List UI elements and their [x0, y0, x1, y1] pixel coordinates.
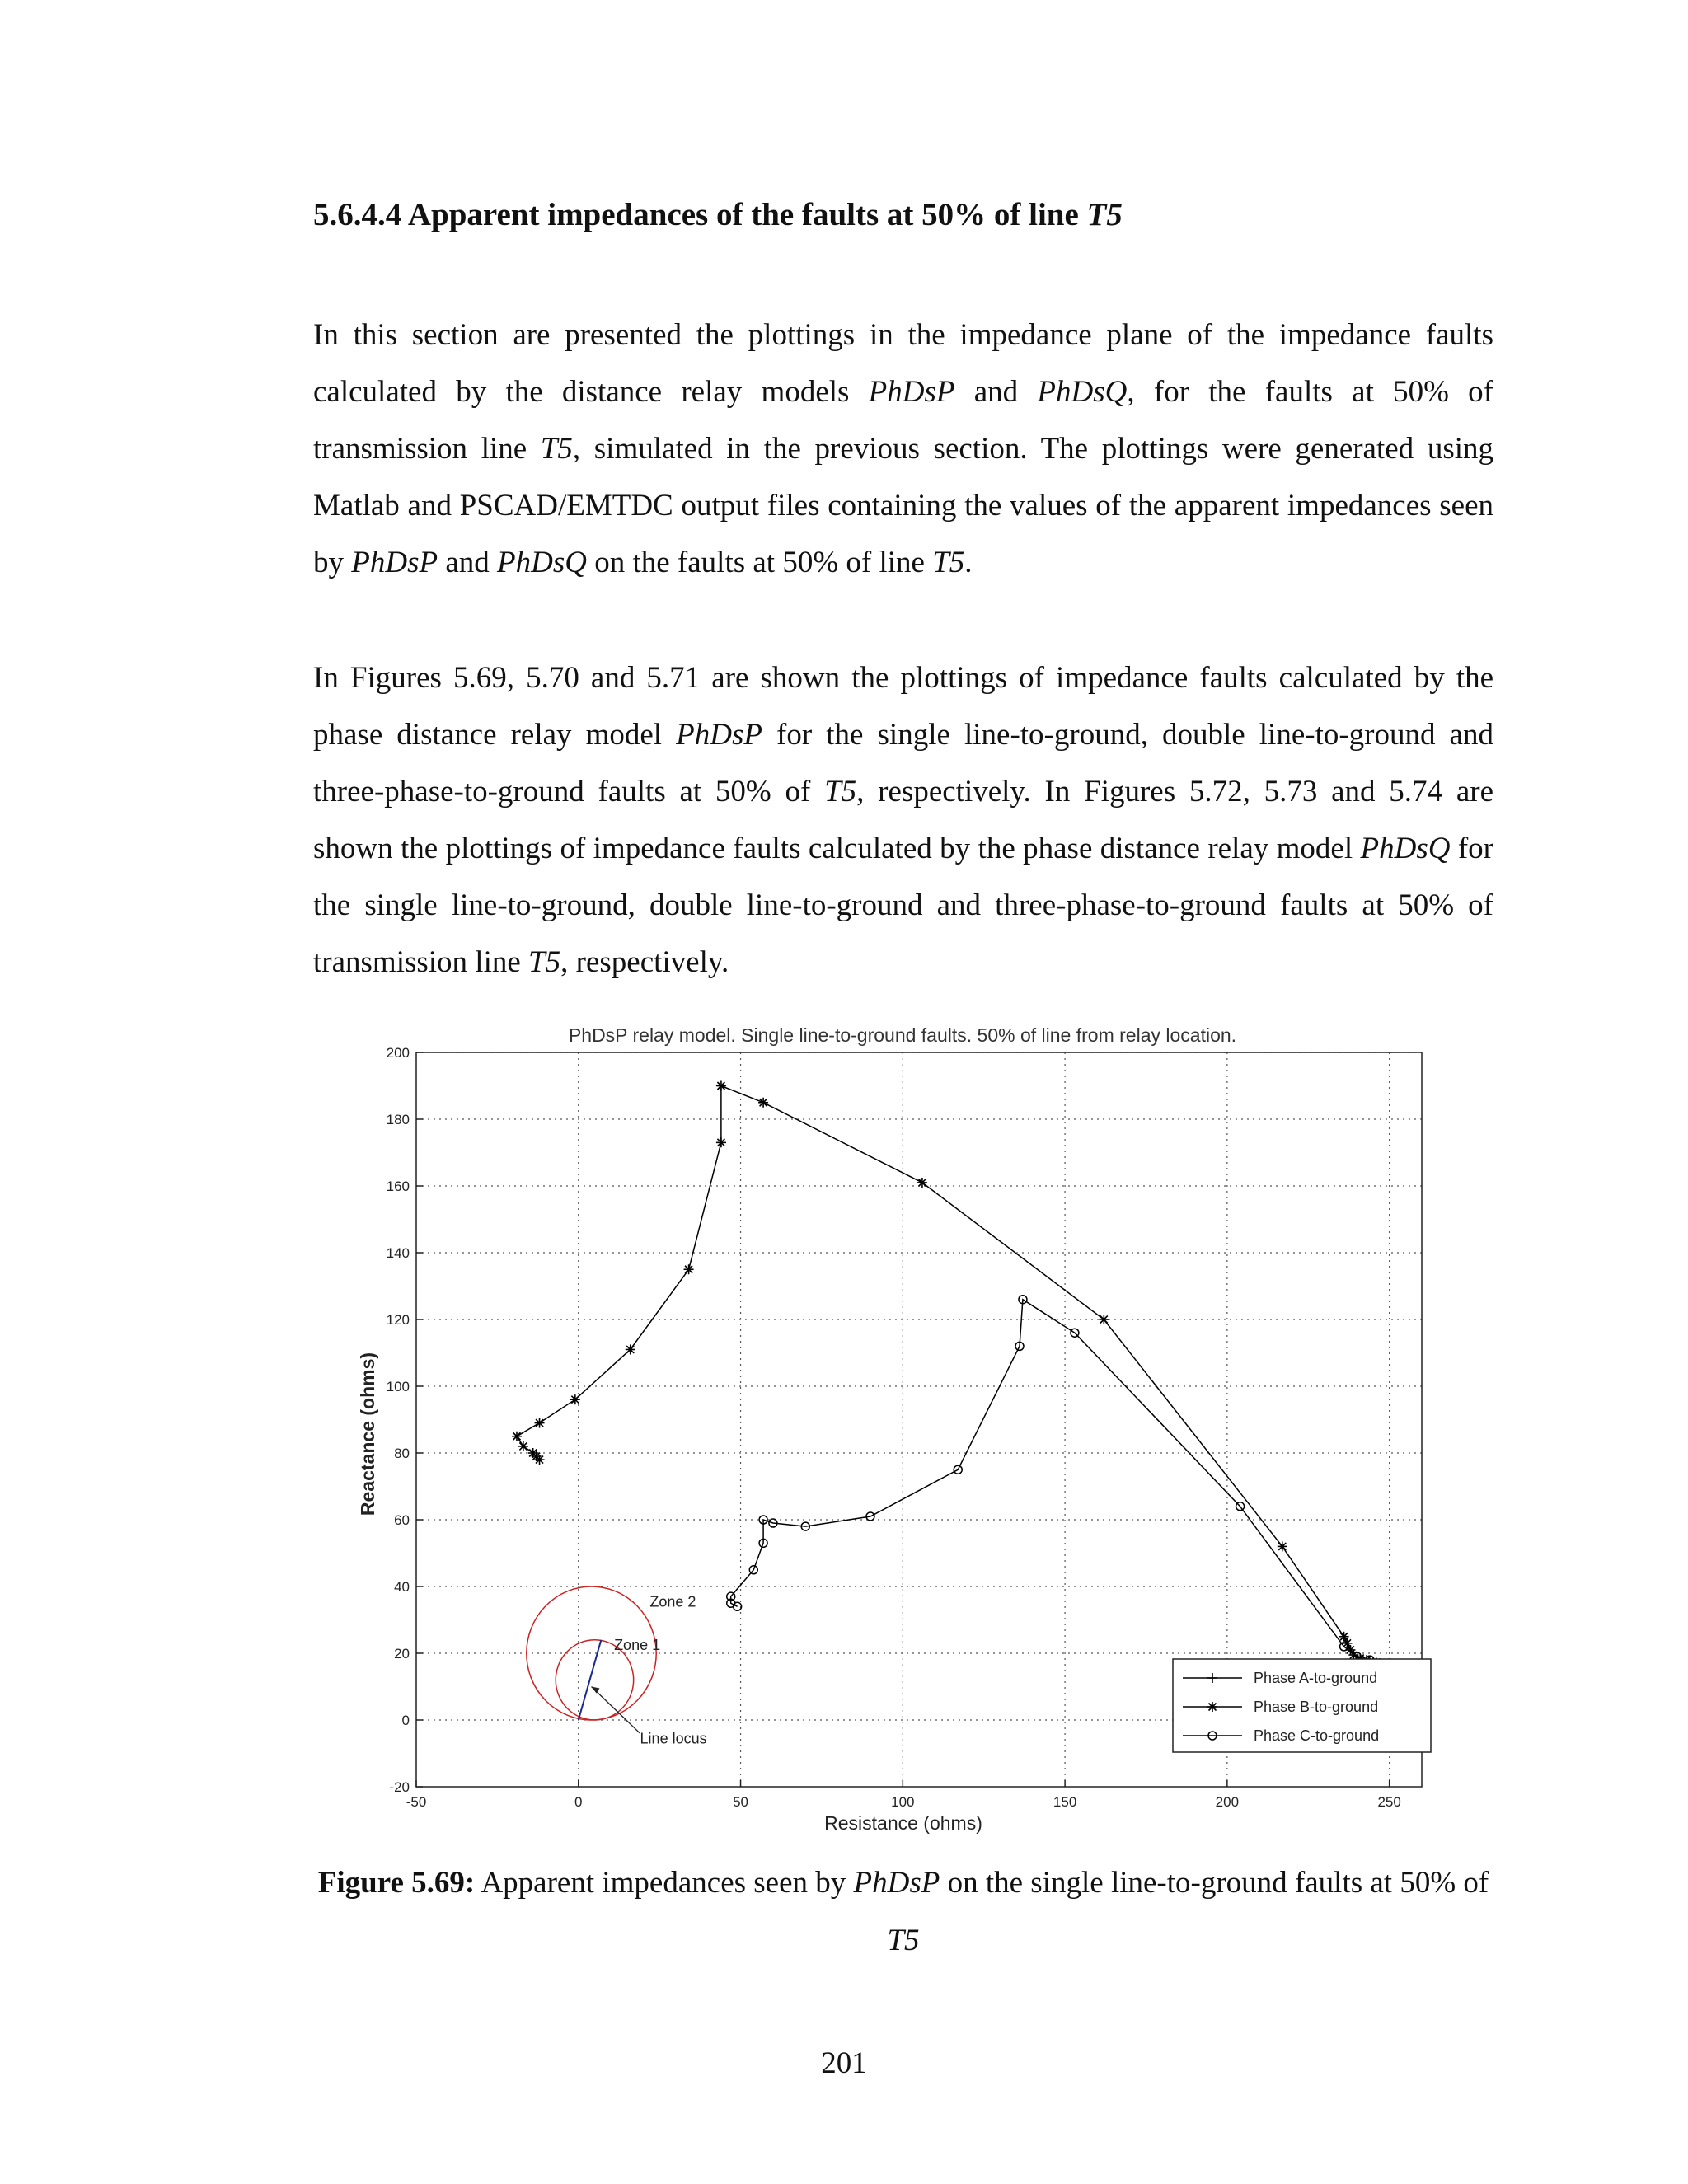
figure-5-69	[346, 1022, 1451, 1846]
legend-label: Phase C-to-ground	[1254, 1727, 1380, 1744]
paragraph2-run: T5	[824, 775, 857, 808]
caption-italic-2: T5	[887, 1924, 920, 1957]
paragraph1-run: T5	[932, 546, 965, 579]
series-line	[517, 1086, 1390, 1667]
paragraph2-run: for the single line-to-ground, double line-to-ground and three-phase-to-ground faults at 50% of	[313, 718, 1493, 808]
line-locus	[579, 1640, 602, 1720]
section-heading-text: 5.6.4.4 Apparent impedances of the faults at 50% of line	[313, 197, 1087, 232]
paragraph1-run: PhDsQ	[1037, 375, 1128, 409]
x-tick-label: -50	[406, 1794, 427, 1810]
paragraph1-run: and	[954, 375, 1038, 409]
caption-text-middle: on the single line-to-ground faults at 50% of	[940, 1866, 1489, 1900]
paragraph1-run: and	[438, 546, 498, 579]
legend-label: Phase B-to-ground	[1254, 1699, 1379, 1715]
section-heading	[313, 196, 1123, 233]
data-point-star	[528, 1448, 538, 1458]
legend-label: Phase A-to-ground	[1254, 1670, 1378, 1686]
paragraph1-run: PhDsQ	[497, 546, 587, 579]
data-point-star	[535, 1418, 545, 1428]
data-point-star	[1278, 1541, 1287, 1551]
annotation-label: Zone 1	[614, 1636, 661, 1653]
paragraph1-run: .	[964, 546, 973, 579]
data-point-star	[626, 1344, 635, 1354]
series-line	[731, 1300, 1390, 1667]
chart-legend	[1173, 1659, 1431, 1752]
paragraph1-run: In this section are presented the plottings in the impedance plane of the impedance faults calculated by the distance relay models	[313, 318, 1493, 409]
y-tick-label: 140	[386, 1245, 410, 1261]
paragraph-figures	[313, 649, 1493, 991]
y-axis-label: Reactance (ohms)	[357, 1352, 378, 1516]
x-tick-label: 200	[1215, 1794, 1240, 1810]
y-tick-label: 120	[386, 1312, 410, 1328]
chart-annotations	[592, 1593, 707, 1746]
caption-label: Figure 5.69:	[317, 1866, 476, 1900]
data-point-star	[758, 1098, 768, 1108]
x-tick-label: 50	[733, 1794, 749, 1810]
x-tick-label: 150	[1053, 1794, 1077, 1810]
data-point-star	[716, 1081, 726, 1091]
figure-caption	[313, 1854, 1493, 1970]
series-circle	[727, 1296, 1394, 1671]
paragraph-intro	[313, 307, 1493, 591]
data-point-star	[518, 1441, 528, 1451]
data-point-star	[570, 1394, 580, 1404]
chart-series	[512, 1081, 1395, 1672]
x-tick-label: 250	[1377, 1794, 1401, 1810]
x-tick-label: 100	[891, 1794, 915, 1810]
data-point-star	[1099, 1315, 1109, 1324]
data-point-star	[917, 1178, 927, 1188]
annotation-label: Line locus	[640, 1730, 707, 1747]
y-tick-label: 180	[386, 1112, 410, 1127]
annotation-arrow	[592, 1687, 640, 1734]
x-tick-label: 0	[574, 1794, 583, 1810]
y-tick-label: 60	[394, 1512, 410, 1528]
y-tick-label: 100	[386, 1379, 410, 1394]
paragraph2-run: for the single line-to-ground, double line-to-ground and three-phase-to-ground faults at 50% of transmission line	[313, 832, 1493, 979]
y-tick-label: 40	[394, 1579, 410, 1595]
paragraph1-run: PhDsP	[868, 375, 955, 409]
paragraph2-run: T5	[528, 945, 561, 979]
caption-text-before: Apparent impedances seen by	[475, 1866, 854, 1900]
paragraph1-run: PhDsP	[351, 546, 438, 579]
x-axis-label: Resistance (ohms)	[824, 1812, 982, 1834]
paragraph2-run: PhDsQ	[1360, 832, 1451, 865]
chart-title: PhDsP relay model. Single line-to-ground faults. 50% of line from relay location.	[568, 1024, 1237, 1046]
annotation-label: Zone 2	[649, 1593, 696, 1610]
paragraph1-run: on the faults at 50% of line	[586, 546, 933, 579]
data-point-star	[1207, 1702, 1217, 1712]
data-point-star	[512, 1432, 522, 1441]
paragraph1-run: T5	[540, 432, 573, 466]
y-tick-label: 200	[386, 1045, 410, 1061]
section-heading-italic: T5	[1086, 197, 1123, 232]
y-tick-label: 0	[401, 1713, 410, 1728]
y-tick-label: 20	[394, 1646, 410, 1661]
data-point-star	[716, 1137, 726, 1147]
paragraph2-run: In Figures 5.69, 5.70 and 5.71 are shown the plottings of impedance faults calculated by the phase distance relay model	[313, 661, 1493, 752]
paragraph2-run: PhDsP	[676, 718, 762, 752]
impedance-plot	[346, 1022, 1451, 1846]
series-star	[512, 1081, 1395, 1672]
y-tick-label: 160	[386, 1179, 410, 1194]
paragraph1-run: , for the faults at 50% of transmission line	[313, 375, 1493, 466]
paragraph1-run: , simulated in the previous section. The plottings were generated using Matlab and PSCAD/EMTDC output files containing the values of the apparent impedances seen by	[313, 432, 1493, 579]
y-tick-label: -20	[389, 1779, 410, 1795]
page-number: 201	[821, 2046, 867, 2080]
annotation-arrowhead	[592, 1687, 600, 1694]
y-tick-label: 80	[394, 1446, 410, 1461]
paragraph2-run: , respectively.	[560, 945, 729, 979]
caption-italic-1: PhDsP	[853, 1866, 940, 1900]
paragraph2-run: , respectively. In Figures 5.72, 5.73 and 5.74 are shown the plottings of impedance faults calculated by the phase distance relay model	[313, 775, 1493, 865]
data-point-star	[684, 1264, 694, 1274]
